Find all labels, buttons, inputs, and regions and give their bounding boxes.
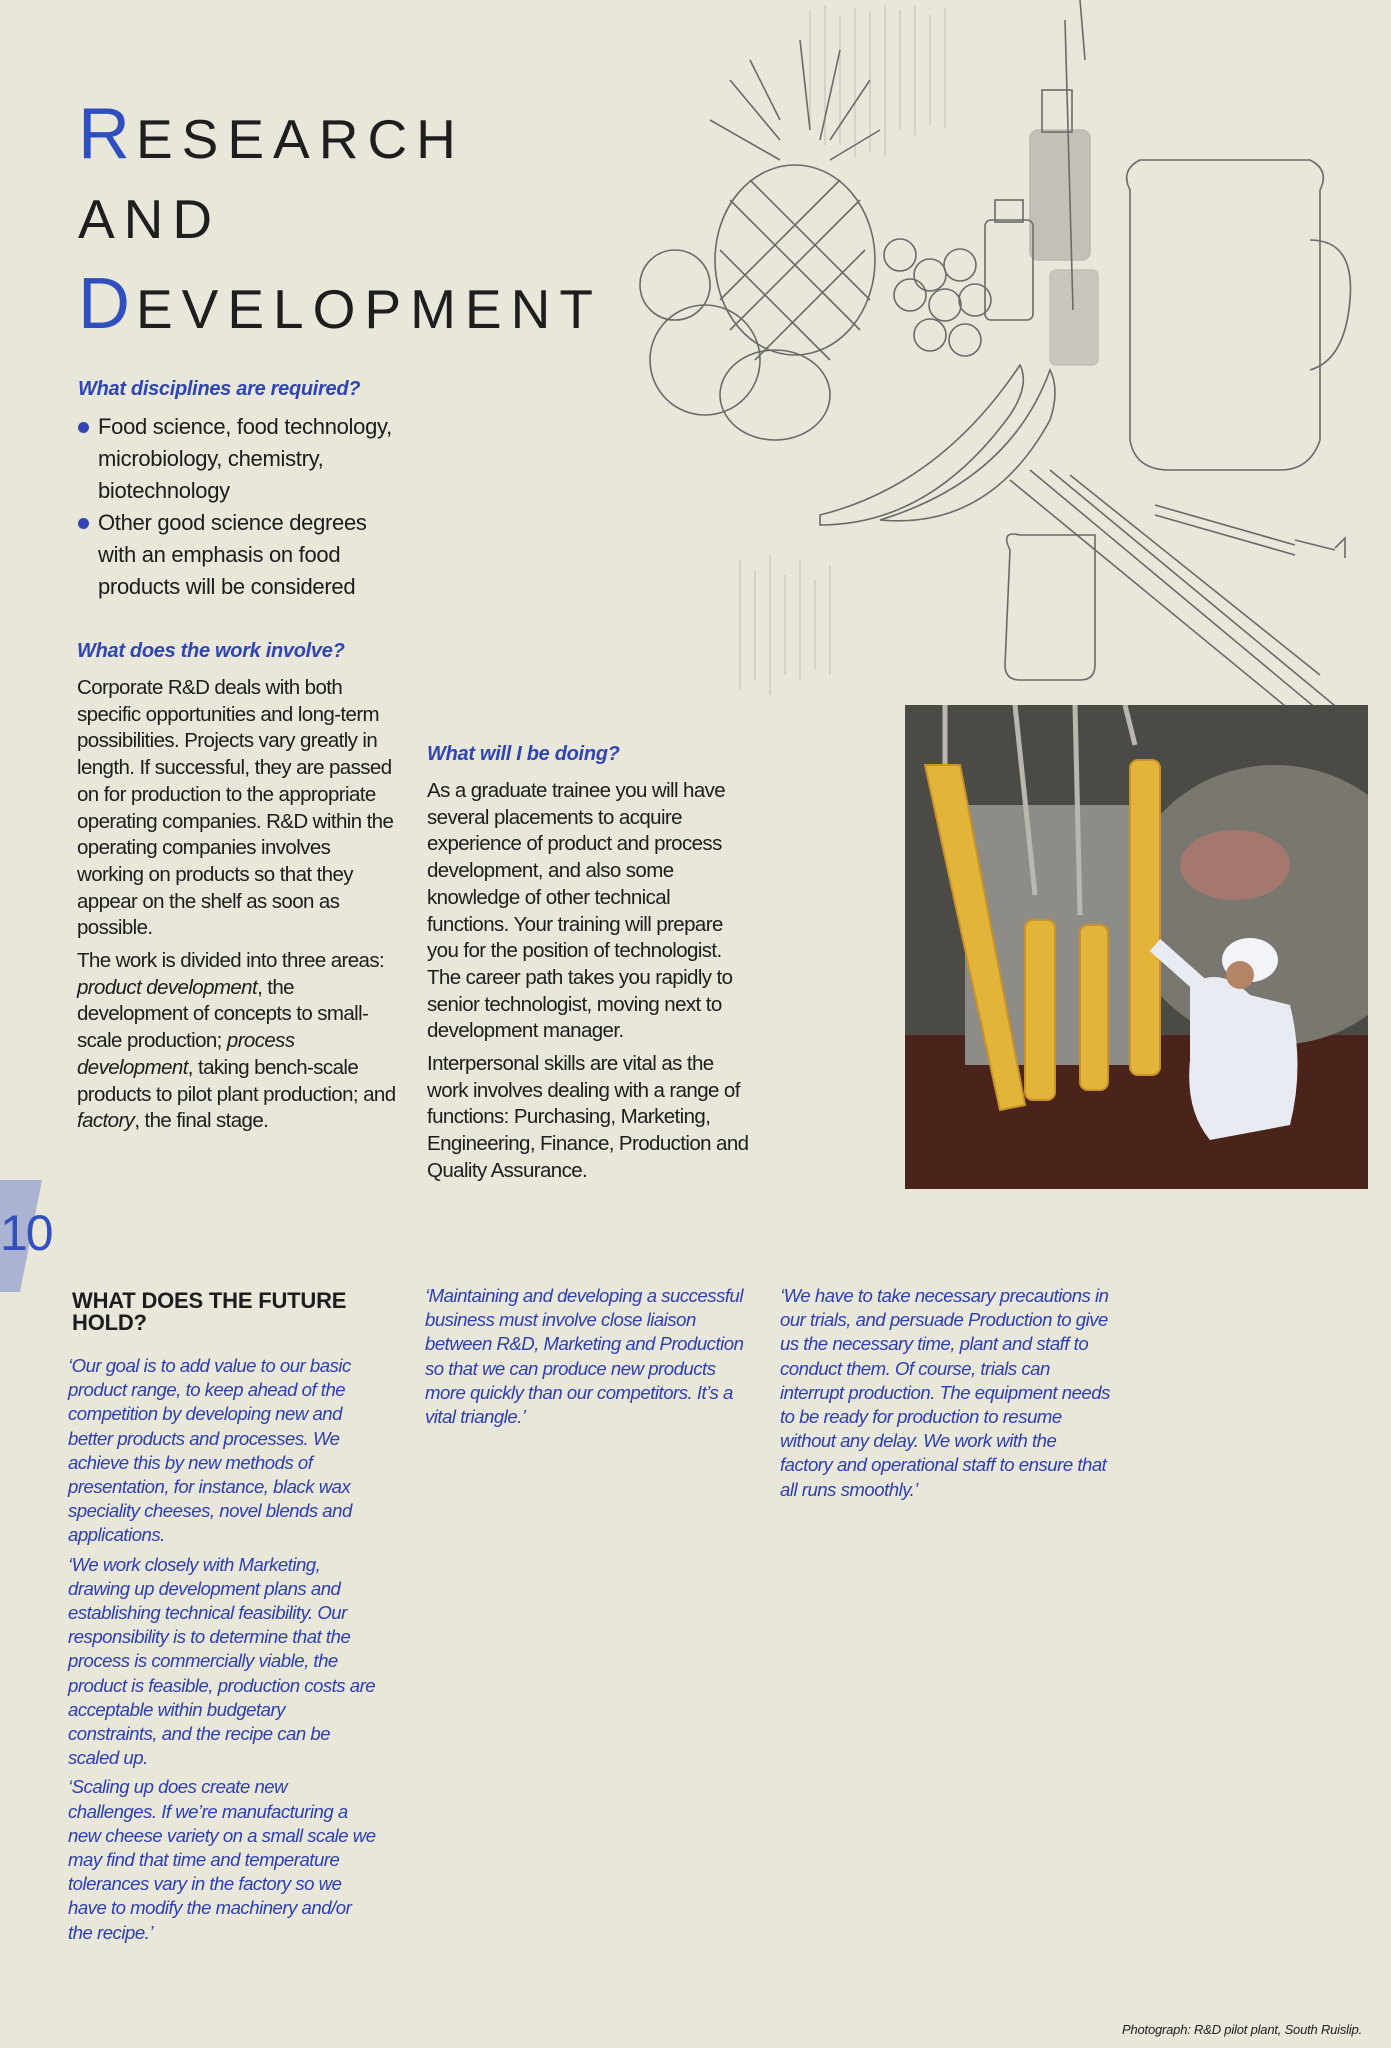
list-item-text: Food science, food technology, microbiology, chemistry, biotechnology xyxy=(98,414,392,503)
emphasis-process-development: process development xyxy=(77,1029,295,1079)
text-run: , the final stage. xyxy=(134,1109,269,1133)
work-paragraph-1: Corporate R&D deals with both specific opportunities and long-term possibilities. Projects vary greatly in length. If successful, they are passed on for production to the appropriate operating companies. R&D within the operating companies involves working on products so that they appear on the shelf as soon as possible. xyxy=(77,676,394,940)
sketch-illustration xyxy=(610,0,1391,705)
doing-section xyxy=(427,743,749,1191)
list-item-text: Other good science degrees with an emphasis on food products will be considered xyxy=(98,510,367,599)
text-run: The work is divided into three areas: xyxy=(77,949,385,973)
text-run: , the development of concepts to small-scale production; xyxy=(77,975,369,1053)
text-run: , taking bench-scale products to pilot plant production; and xyxy=(77,1055,396,1106)
work-body xyxy=(77,675,397,1135)
title-and: AND xyxy=(78,188,222,250)
list-item xyxy=(78,507,408,603)
future-quote-col3 xyxy=(780,1284,1110,1507)
emphasis-factory: factory xyxy=(77,1109,135,1133)
title-initial-r: R xyxy=(78,94,136,174)
quote-paragraph: ‘Scaling up does create new challenges. If we’re manufacturing a new cheese variety on a small scale we may find that time and temperature tolerances vary in the factory so we have to modify the machinery and/or the recipe.’ xyxy=(68,1776,376,1943)
doing-heading: What will I be doing? xyxy=(427,743,620,765)
photo-caption: Photograph: R&D pilot plant, South Ruislip. xyxy=(1122,2022,1362,2037)
work-section xyxy=(77,640,397,1141)
title-line-and xyxy=(78,177,602,262)
future-quote-col2 xyxy=(425,1284,755,1434)
bullet-icon xyxy=(78,518,89,529)
disciplines-section xyxy=(78,378,408,603)
title-line-development xyxy=(78,262,602,347)
doing-paragraph-1: As a graduate trainee you will have several placements to acquire experience of product and process development, and also some knowledge of other technical functions. Your training will prepare you for the position of technologist. The career path takes you rapidly to senior technologist, moving next to development manager. xyxy=(427,779,733,1043)
page-title xyxy=(78,92,602,347)
quote-paragraph: ‘Maintaining and developing a successful business must involve close liaison between R&D, Marketing and Production so that we can produce new products more quickly than our competitors. It’s a vital triangle.’ xyxy=(425,1285,744,1428)
quote-paragraph: ‘Our goal is to add value to our basic product range, to keep ahead of the competition by developing new and better products and processes. We achieve this by new methods of presentation, for instance, black wax speciality cheeses, novel blends and applications. xyxy=(68,1355,352,1546)
disciplines-heading: What disciplines are required? xyxy=(78,378,361,400)
doing-paragraph-2: Interpersonal skills are vital as the work involves dealing with a range of functions: Purchasing, Marketing, Engineering, Finance, Production and Quality Assurance. xyxy=(427,1052,749,1182)
disciplines-list xyxy=(78,411,408,603)
title-rest-research: ESEARCH xyxy=(136,108,465,170)
list-item xyxy=(78,411,408,507)
emphasis-product-development: product development xyxy=(77,975,258,999)
work-paragraph-2 xyxy=(77,948,397,1135)
work-heading: What does the work involve? xyxy=(77,640,345,662)
future-quotes-col1 xyxy=(68,1354,378,1950)
page-number: 10 xyxy=(0,1205,52,1261)
title-rest-development: EVELOPMENT xyxy=(136,278,602,340)
quote-paragraph: ‘We have to take necessary precautions in our trials, and persuade Production to give us the necessary time, plant and staff to conduct them. Of course, trials can interrupt production. The equipment needs to be ready for production to resume without any delay. We work with the factory and operational staff to ensure that all runs smoothly.’ xyxy=(780,1285,1110,1500)
photo-image xyxy=(905,705,1368,1189)
title-initial-d: D xyxy=(78,264,136,344)
title-line-research xyxy=(78,92,602,177)
quote-paragraph: ‘We work closely with Marketing, drawing up development plans and establishing technical feasibility. Our responsibility is to determine that the process is commercially viable, the product is feasible, production costs are acceptable within budgetary constraints, and the recipe can be scaled up. xyxy=(68,1553,376,1769)
pilot-plant-photo xyxy=(905,705,1368,1189)
future-heading: WHAT DOES THE FUTURE HOLD? xyxy=(72,1288,347,1335)
bullet-icon xyxy=(78,422,89,433)
doing-body xyxy=(427,778,749,1185)
